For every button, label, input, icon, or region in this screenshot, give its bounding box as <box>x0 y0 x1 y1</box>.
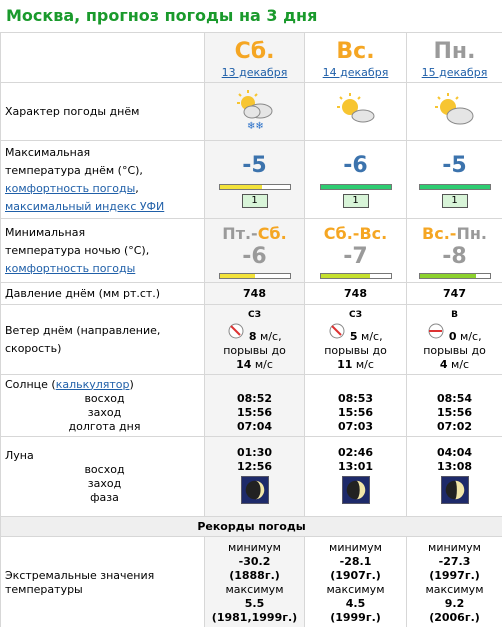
partly-cloudy-icon <box>432 90 478 130</box>
record-cell-2: минимум -27.3 (1997г.) максимум 9.2 (2006г.) <box>407 537 502 627</box>
comfort-bar <box>320 273 392 279</box>
comfort-bar-fill <box>321 185 391 189</box>
min-temp: -7 <box>343 243 368 269</box>
uvi-badge: 1 <box>343 194 369 208</box>
max-temp-cell-2 <box>407 141 502 219</box>
day-header-2 <box>407 33 502 83</box>
moon-phase-icon <box>342 476 370 504</box>
day-header-0 <box>205 33 305 83</box>
pressure-value: 747 <box>407 283 502 305</box>
svg-text:❄❄: ❄❄ <box>246 121 264 132</box>
wind-direction: СЗ <box>349 310 362 320</box>
record-cell-0: минимум -30.2 (1888г.) максимум 5.5 (1981,1999г.) <box>205 537 305 627</box>
comfort-bar-fill <box>420 274 476 278</box>
character-label: Характер погоды днём <box>1 83 205 141</box>
moon-label: Луна восход заход фаза <box>1 437 205 517</box>
date-link[interactable]: 13 декабря <box>221 66 288 79</box>
moon-cell-0: 01:30 12:56 <box>205 437 305 517</box>
comfort-bar <box>219 273 291 279</box>
comfort-bar-fill <box>420 185 490 189</box>
max-temp: -6 <box>343 152 368 178</box>
wind-cell-0: СЗ 8 м/с, порывы до 14 м/с <box>205 305 305 375</box>
moon-phase-icon <box>441 476 469 504</box>
pressure-label: Давление днём (мм рт.ст.) <box>1 283 205 305</box>
max-temp: -5 <box>242 152 267 178</box>
wind-label: Ветер днём (направление, скорость) <box>1 305 205 375</box>
records-header: Рекорды погоды <box>1 517 502 537</box>
calculator-link[interactable]: калькулятор <box>55 377 130 391</box>
comfort-bar-fill <box>220 185 262 189</box>
cloudy-snow-icon <box>232 87 278 133</box>
wind-arrow-icon <box>427 322 445 340</box>
day-name: Сб. <box>234 39 275 64</box>
extreme-label: Экстремальные значения температуры <box>1 537 205 627</box>
pressure-value: 748 <box>205 283 305 305</box>
max-temp-cell-0 <box>205 141 305 219</box>
min-temp-label: Минимальная температура ночью (°С), комфортность погоды <box>1 219 205 283</box>
moon-cell-1: 02:46 13:01 <box>305 437 407 517</box>
day-name: Вс. <box>336 39 375 64</box>
date-link[interactable]: 15 декабря <box>421 66 488 79</box>
page-title: Москва, прогноз погоды на 3 дня <box>6 6 318 25</box>
sun-label: Солнце (калькулятор) восход заход долгота дня <box>1 375 205 437</box>
wind-direction: СЗ <box>248 310 261 320</box>
uvi-badge: 1 <box>442 194 468 208</box>
comfort-link[interactable]: комфортность погоды <box>5 181 136 195</box>
wind-cell-1: СЗ 5 м/с, порывы до 11 м/с <box>305 305 407 375</box>
wind-direction: В <box>451 310 458 320</box>
forecast-table <box>0 32 502 627</box>
pressure-value: 748 <box>305 283 407 305</box>
comfort-bar <box>320 184 392 190</box>
wind-arrow-icon <box>227 322 245 340</box>
day-name: Пн. <box>433 39 476 64</box>
comfort-bar-fill <box>220 274 255 278</box>
min-temp-cell-1: Сб.-Вс. -7 <box>305 219 407 283</box>
wind-cell-2: В 0 м/с, порывы до 4 м/с <box>407 305 502 375</box>
max-temp-cell-1 <box>305 141 407 219</box>
min-temp-cell-2: Вс.-Пн. -8 <box>407 219 502 283</box>
comfort-bar-fill <box>321 274 370 278</box>
comfort-bar <box>419 273 491 279</box>
wind-arrow-icon <box>328 322 346 340</box>
record-cell-1: минимум -28.1 (1907г.) максимум 4.5 (1999г.) <box>305 537 407 627</box>
comfort-bar <box>219 184 291 190</box>
comfort-link[interactable]: комфортность погоды <box>5 261 136 275</box>
uvi-badge: 1 <box>242 194 268 208</box>
weather-cell-1 <box>305 83 407 141</box>
min-temp-cell-0: Пт.-Сб. -6 <box>205 219 305 283</box>
max-temp-label: Максимальная температура днём (°С), комфортность погоды, максимальный индекс УФИ <box>1 141 205 219</box>
min-temp: -6 <box>242 243 267 269</box>
max-temp: -5 <box>442 152 467 178</box>
moon-cell-2: 04:04 13:08 <box>407 437 502 517</box>
sun-cell-0: 08:52 15:56 07:04 <box>205 375 305 437</box>
weather-cell-0 <box>205 83 305 141</box>
partly-cloudy-icon <box>333 90 379 130</box>
uvi-link[interactable]: максимальный индекс УФИ <box>5 199 165 213</box>
weather-cell-2 <box>407 83 502 141</box>
corner-cell <box>1 33 205 83</box>
date-link[interactable]: 14 декабря <box>322 66 389 79</box>
moon-phase-icon <box>241 476 269 504</box>
sun-cell-1: 08:53 15:56 07:03 <box>305 375 407 437</box>
comfort-bar <box>419 184 491 190</box>
sun-cell-2: 08:54 15:56 07:02 <box>407 375 502 437</box>
day-header-1 <box>305 33 407 83</box>
min-temp: -8 <box>442 243 467 269</box>
